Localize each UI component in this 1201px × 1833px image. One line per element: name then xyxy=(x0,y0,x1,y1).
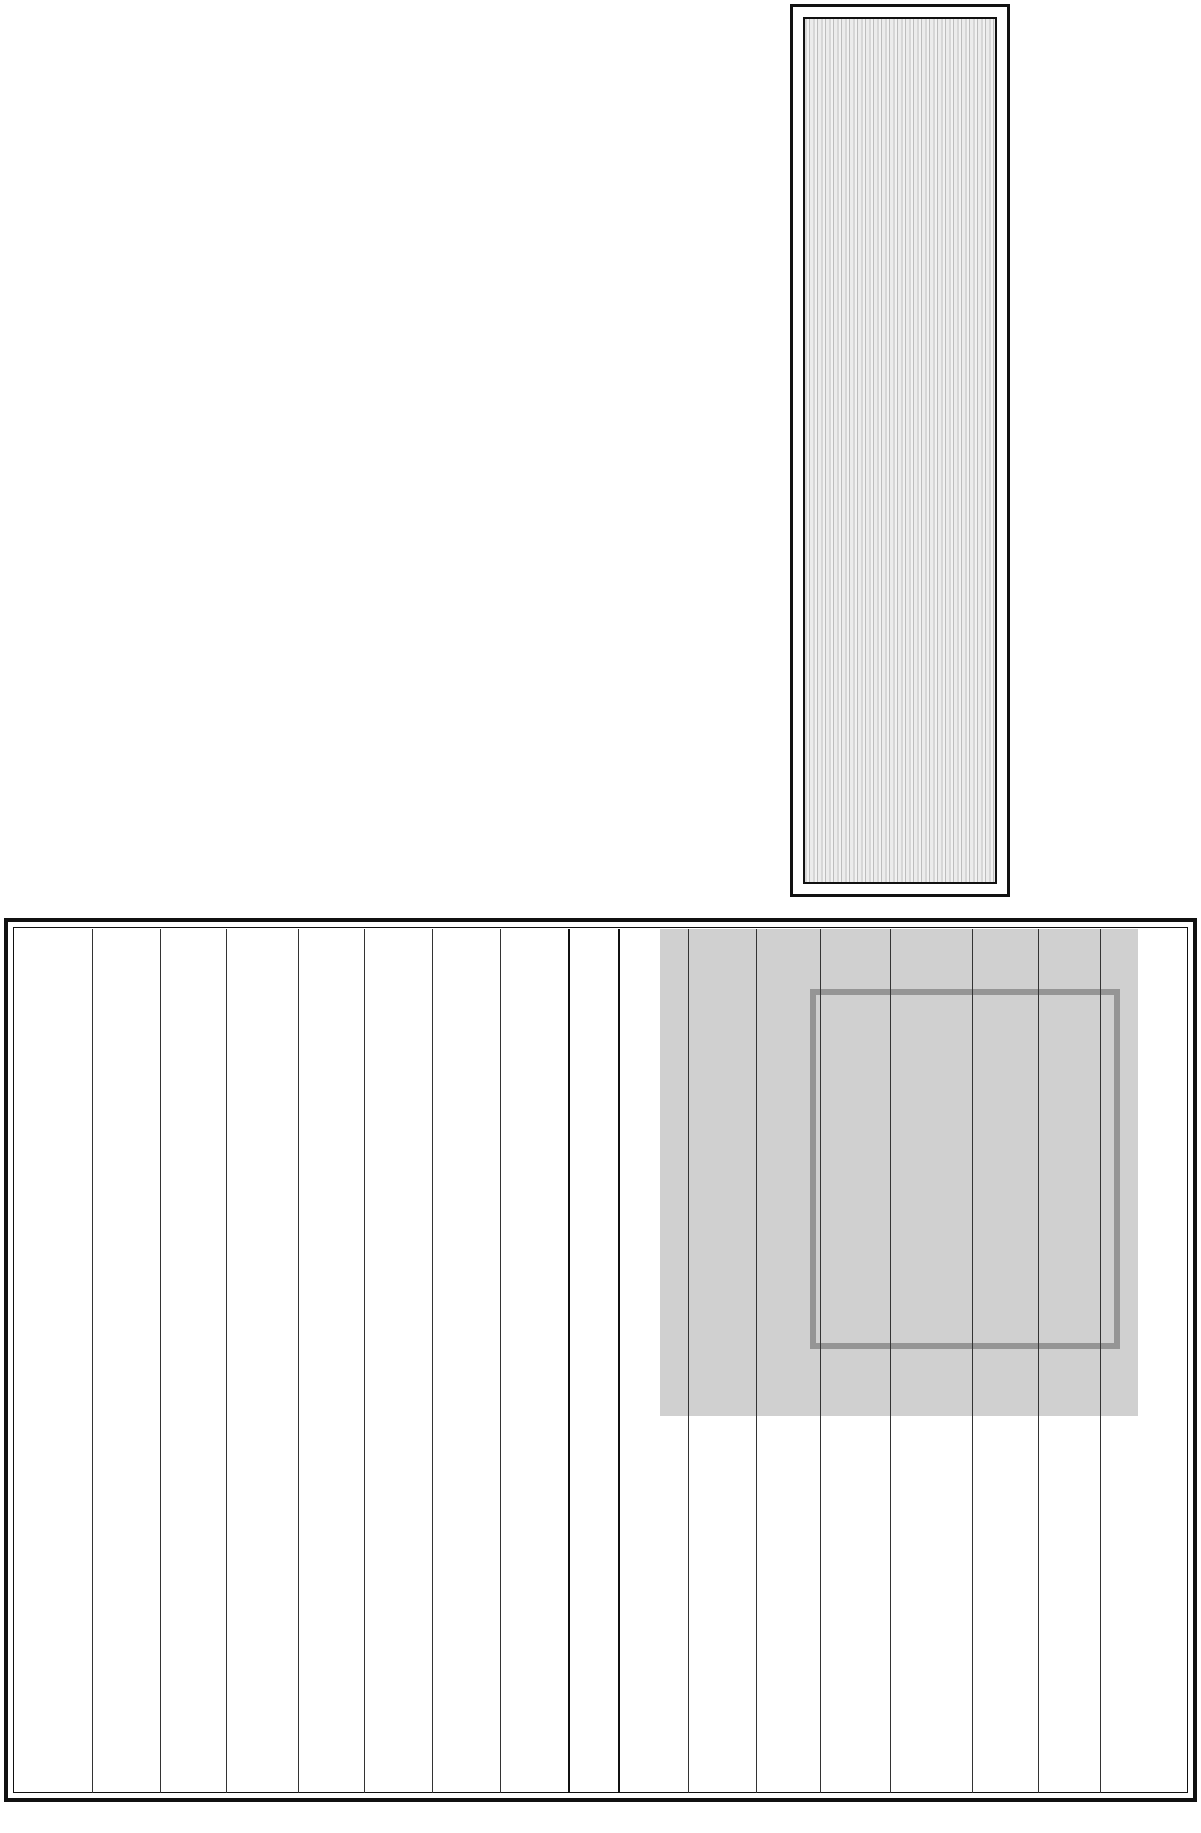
column-rule xyxy=(160,929,161,1793)
column-rule xyxy=(890,929,891,1793)
column-rule xyxy=(688,929,689,1793)
title-slip-border xyxy=(803,17,997,884)
seal-stamp-border xyxy=(810,989,1120,1349)
column-rule xyxy=(226,929,227,1793)
column-rule xyxy=(1038,929,1039,1793)
column-rule xyxy=(1100,929,1101,1793)
column-rule xyxy=(364,929,365,1793)
center-band xyxy=(568,929,620,1793)
column-rule xyxy=(500,929,501,1793)
column-rule xyxy=(298,929,299,1793)
seal-stamp xyxy=(660,929,1138,1416)
column-rule xyxy=(756,929,757,1793)
column-rule xyxy=(432,929,433,1793)
column-rule xyxy=(820,929,821,1793)
title-slip xyxy=(790,4,1010,897)
column-rule xyxy=(92,929,93,1793)
column-rule xyxy=(972,929,973,1793)
